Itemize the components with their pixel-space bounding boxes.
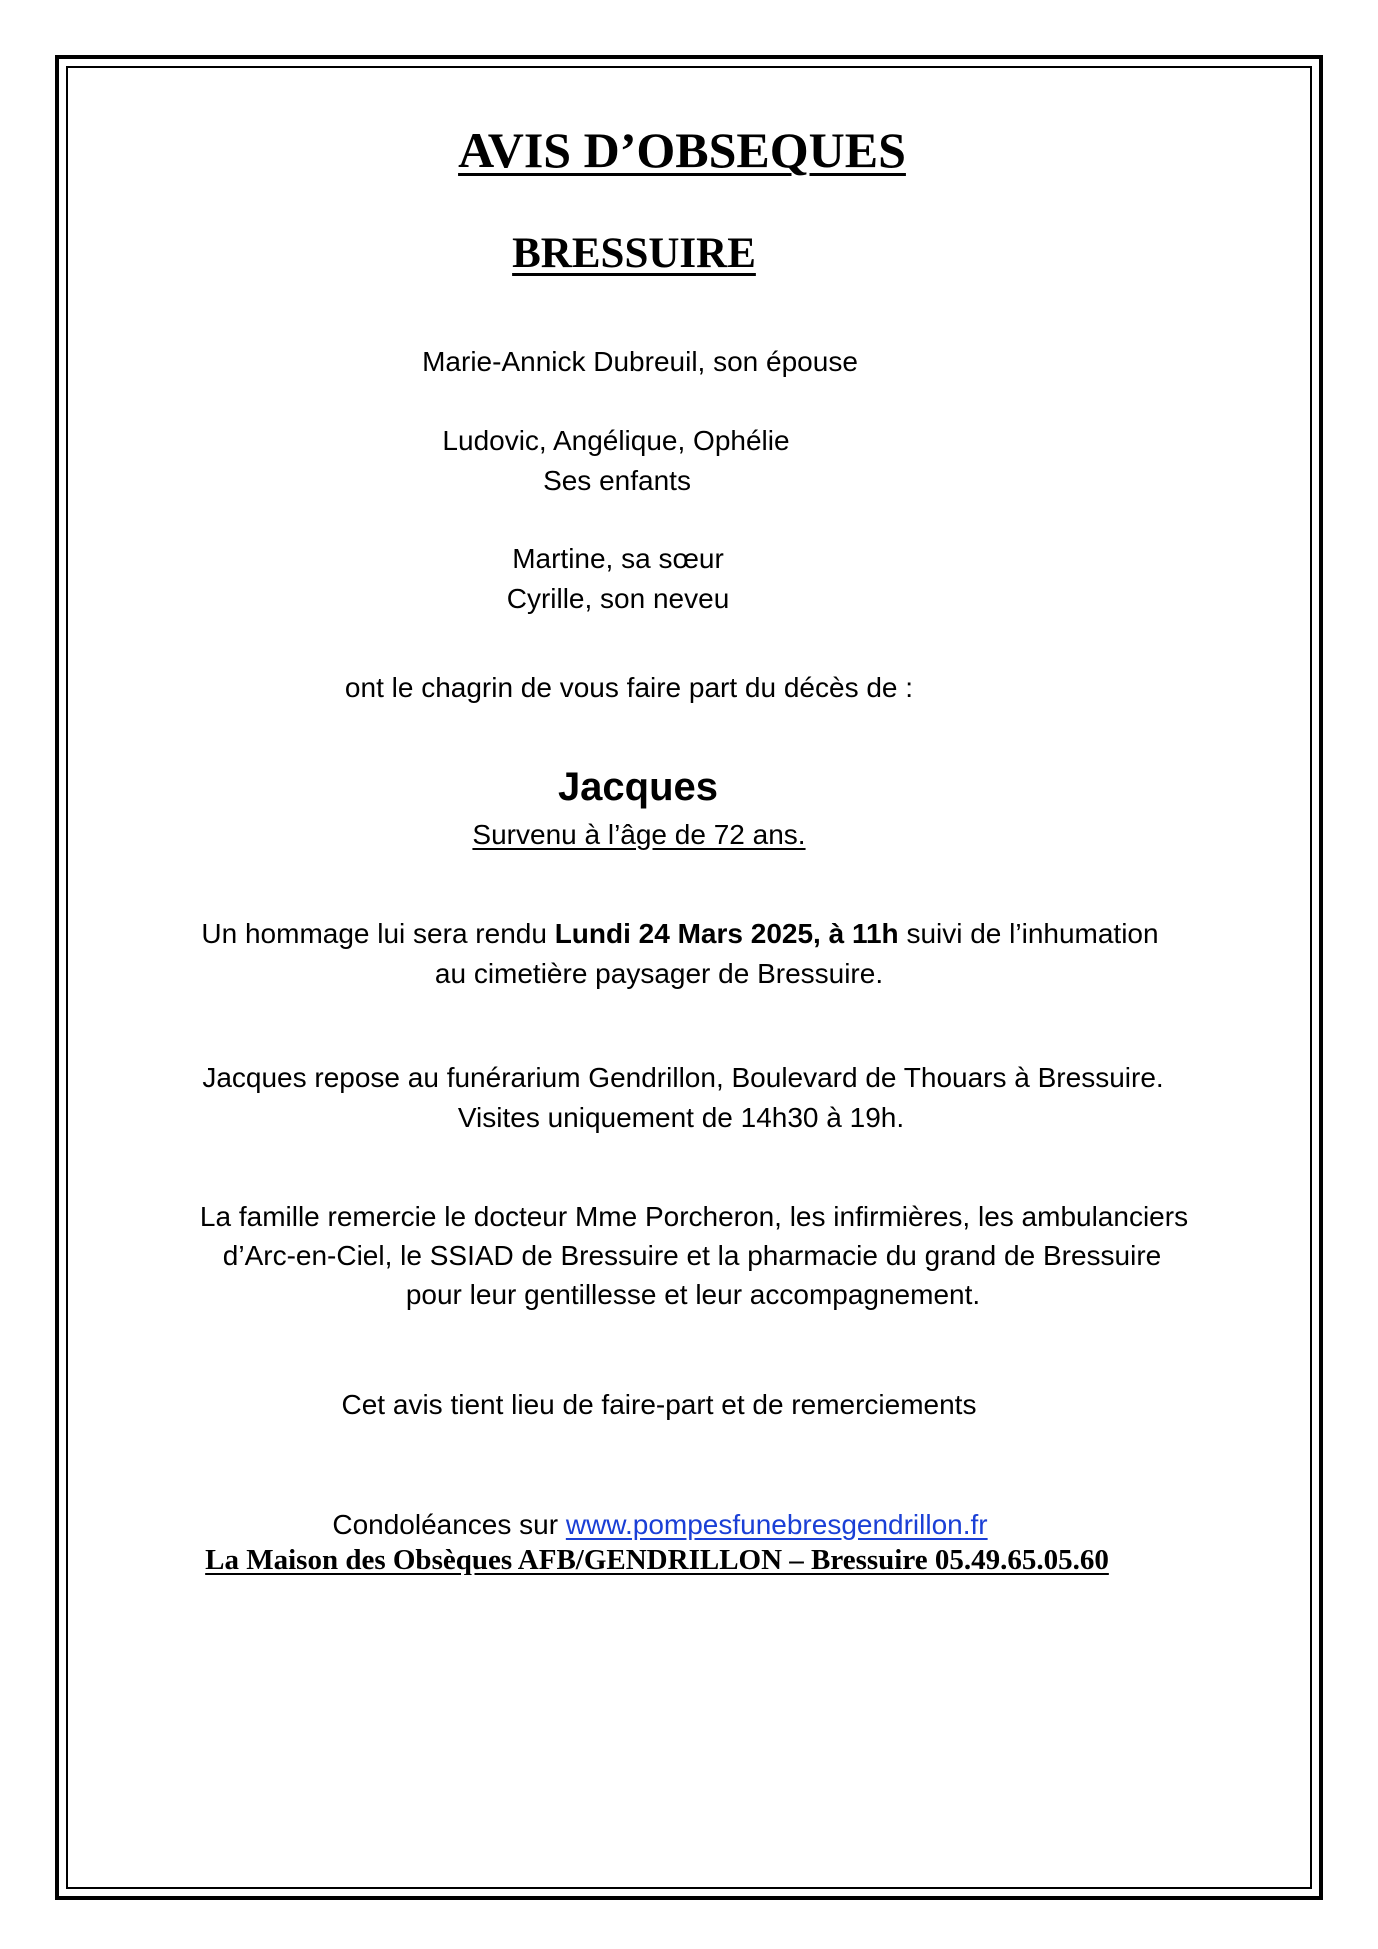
children-label: Ses enfants <box>543 465 691 496</box>
nephew-line: Cyrille, son neveu <box>506 583 730 614</box>
deceased-name: Jacques <box>557 765 719 809</box>
children-names: Ludovic, Angélique, Ophélie <box>442 425 790 456</box>
condolences-line <box>0 1506 1349 1544</box>
thanks-line-3: pour leur gentillesse et leur accompagnement. <box>405 1279 981 1310</box>
rest-line-2: Visites uniquement de 14h30 à 19h. <box>457 1102 905 1133</box>
sister-line: Martine, sa sœur <box>512 543 724 574</box>
website-link[interactable]: www.pompesfunebresgendrillon.fr <box>565 1509 988 1540</box>
tribute-line-1 <box>0 915 1369 953</box>
tribute-prefix: Un hommage lui sera rendu <box>201 918 547 949</box>
age-line <box>0 816 1328 854</box>
thanks-line-1: La famille remercie le docteur Mme Porcheron, les infirmières, les ambulanciers <box>199 1201 1189 1232</box>
thanks-line-2: d’Arc-en-Ciel, le SSIAD de Bressuire et la pharmacie du grand de Bressuire <box>222 1240 1162 1271</box>
city-heading: BRESSUIRE <box>512 230 756 277</box>
tribute-line-2: au cimetière paysager de Bressuire. <box>434 958 884 989</box>
spouse-line: Marie-Annick Dubreuil, son épouse <box>422 346 858 377</box>
tribute-suffix: suivi de l’inhumation <box>906 918 1159 949</box>
age-text: Survenu à l’âge de 72 ans. <box>472 819 806 850</box>
announcement-line: ont le chagrin de vous faire part du décès de : <box>344 672 914 703</box>
notice-title: AVIS D’OBSEQUES <box>458 122 906 178</box>
tribute-date-time: Lundi 24 Mars 2025, à 11h <box>554 918 899 949</box>
funeral-home-footer: La Maison des Obsèques AFB/GENDRILLON – Bressuire 05.49.65.05.60 <box>205 1544 1109 1576</box>
condolences-prefix: Condoléances sur <box>332 1509 559 1540</box>
rest-line-1: Jacques repose au funérarium Gendrillon, Boulevard de Thouars à Bressuire. <box>202 1062 1164 1093</box>
note-line: Cet avis tient lieu de faire-part et de remerciements <box>341 1389 977 1420</box>
